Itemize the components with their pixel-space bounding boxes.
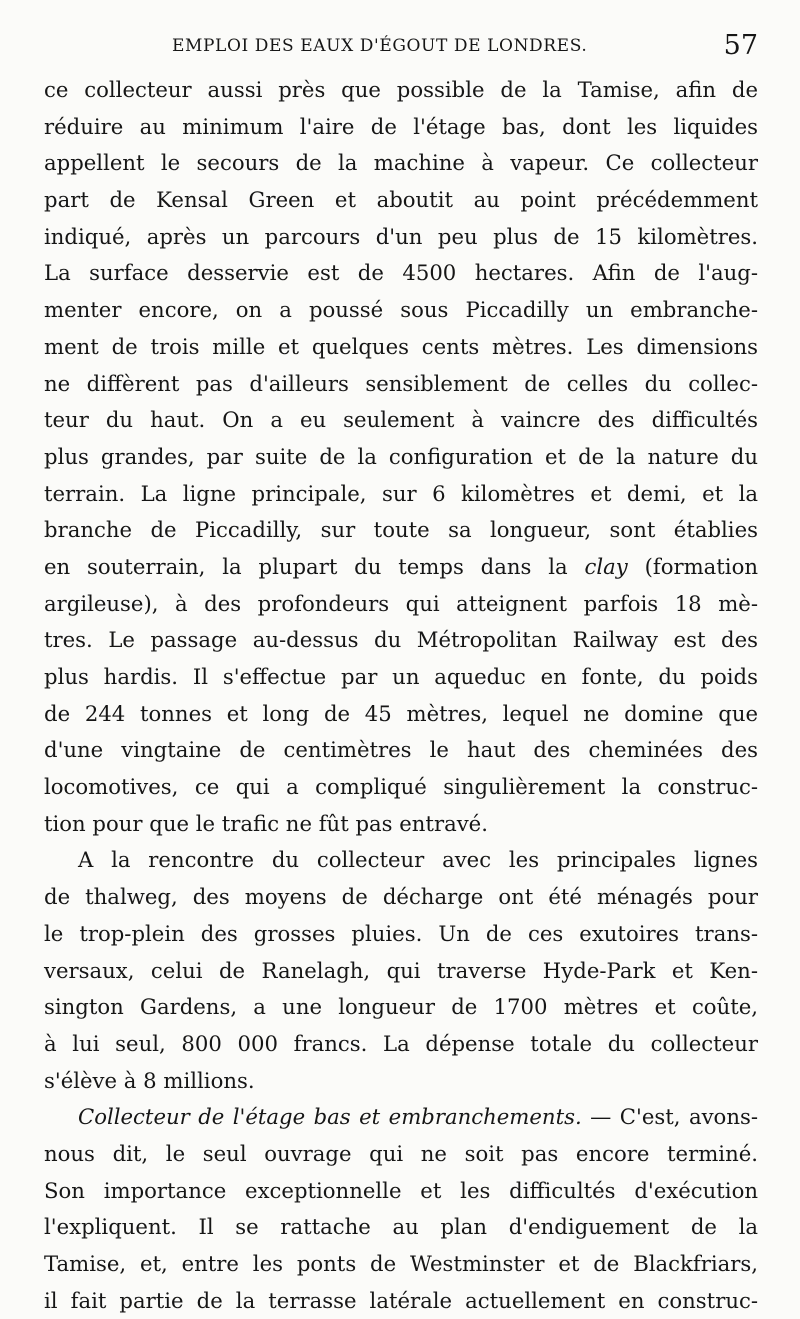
running-title: EMPLOI DES EAUX D'ÉGOUT DE LONDRES.: [172, 36, 588, 56]
paragraph-first-line: A la rencontre du collecteur avec les principales lignes: [78, 847, 758, 873]
text-line: nous dit, le seul ouvrage qui ne soit pas encore terminé.: [44, 1140, 758, 1166]
text-line: plus grandes, par suite de la configuration et de la nature du: [44, 443, 758, 469]
body-text: [44, 72, 758, 1319]
text-line: tion pour que le trafic ne fût pas entravé.: [44, 810, 488, 836]
text-line: Tamise, et, entre les ponts de Westminster et de Blackfriars,: [44, 1251, 758, 1276]
text-line: réduire au minimum l'aire de l'étage bas, dont les liquides: [44, 113, 758, 139]
text-segment: en souterrain, la plupart du temps dans la: [44, 553, 585, 579]
text-line: versaux, celui de Ranelagh, qui traverse Hyde-Park et Ken-: [44, 957, 758, 983]
text-segment: — C'est, avons-: [581, 1104, 758, 1130]
section-heading-line: [44, 1099, 758, 1136]
text-line-with-italic: [44, 549, 758, 586]
text-line: d'une vingtaine de centimètres le haut des cheminées des: [44, 737, 758, 763]
text-line: le trop-plein des grosses pluies. Un de ces exutoires trans-: [44, 920, 758, 946]
text-line: ment de trois mille et quelques cents mètres. Les dimensions: [44, 333, 758, 359]
text-line: branche de Piccadilly, sur toute sa longueur, sont établies: [44, 517, 758, 543]
text-line: terrain. La ligne principale, sur 6 kilomètres et demi, et la: [44, 480, 758, 506]
text-segment: (formation: [627, 553, 758, 579]
text-line: tres. Le passage au-dessus du Métropolitan Railway est des: [44, 627, 758, 653]
text-line: Son importance exceptionnelle et les difficultés d'exécution: [44, 1177, 758, 1203]
text-line: s'élève à 8 millions.: [44, 1067, 255, 1093]
text-line: à lui seul, 800 000 francs. La dépense totale du collecteur: [44, 1030, 758, 1056]
text-line: part de Kensal Green et aboutit au point précédemment: [44, 187, 758, 213]
text-line: de thalweg, des moyens de décharge ont été ménagés pour: [44, 884, 758, 910]
text-line: indiqué, après un parcours d'un peu plus de 15 kilomètres.: [44, 223, 758, 249]
section-heading: Collecteur de l'étage bas et embranchements.: [78, 1104, 582, 1130]
text-line: locomotives, ce qui a compliqué singulièrement la construc-: [44, 774, 758, 800]
text-line: sington Gardens, a une longueur de 1700 mètres et coûte,: [44, 994, 758, 1020]
running-head: [44, 30, 758, 70]
page-number: 57: [723, 30, 758, 61]
text-line: l'expliquent. Il se rattache au plan d'endiguement de la: [44, 1214, 758, 1240]
text-line: appellent le secours de la machine à vapeur. Ce collecteur: [44, 150, 758, 176]
italic-term: clay: [584, 553, 628, 579]
text-line: argileuse), à des profondeurs qui atteignent parfois 18 mè-: [44, 590, 758, 616]
text-line: teur du haut. On a eu seulement à vaincre des difficultés: [44, 407, 758, 433]
text-line: menter encore, on a poussé sous Piccadilly un embranche-: [44, 297, 758, 323]
text-line: de 244 tonnes et long de 45 mètres, lequel ne domine que: [44, 700, 758, 726]
text-line: ne diffèrent pas d'ailleurs sensiblement de celles du collec-: [44, 370, 758, 396]
text-line: La surface desservie est de 4500 hectares. Afin de l'aug-: [44, 260, 758, 286]
text-line: plus hardis. Il s'effectue par un aqueduc en fonte, du poids: [44, 664, 758, 689]
text-line: ce collecteur aussi près que possible de la Tamise, afin de: [44, 77, 758, 102]
text-line: il fait partie de la terrasse latérale actuellement en construc-: [44, 1287, 758, 1313]
